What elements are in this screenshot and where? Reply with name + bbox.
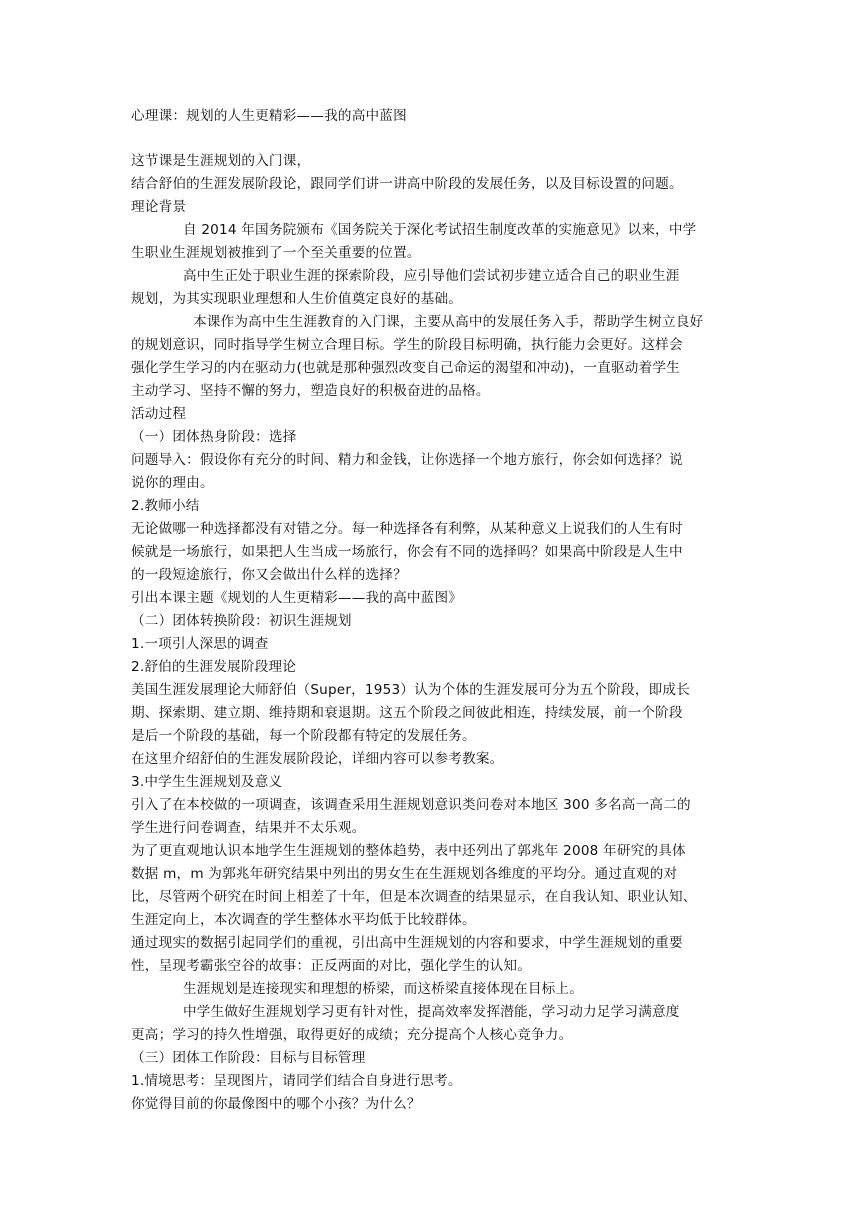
- text-line: 中学生做好生涯规划学习更有针对性，提高效率发挥潜能，学习动力足学习满意度: [183, 1004, 680, 1020]
- text-line: 数据 m，m 为郭兆年研究结果中列出的男女生在生涯规划各维度的平均分。通过直观的对: [131, 866, 678, 882]
- text-line: 为了更直观地认识本地学生生涯规划的整体趋势，表中还列出了郭兆年 2008 年研究的具体: [131, 843, 686, 859]
- text-line: 生职业生涯规划被推到了一个至关重要的位置。: [131, 245, 421, 261]
- text-line: （二）团体转换阶段：初识生涯规划: [131, 613, 352, 629]
- text-line: 性，呈现考霸张空谷的故事：正反两面的对比，强化学生的认知。: [131, 958, 532, 974]
- text-line: 是后一个阶段的基础，每一个阶段都有特定的发展任务。: [131, 728, 476, 744]
- text-line: 2.教师小结: [131, 498, 200, 514]
- text-line: 结合舒伯的生涯发展阶段论，跟同学们讲一讲高中阶段的发展任务，以及目标设置的问题。: [131, 176, 683, 192]
- text-line: 你觉得目前的你最像图中的哪个小孩？为什么？: [131, 1096, 421, 1112]
- text-line: 学生进行问卷调查，结果并不太乐观。: [131, 820, 366, 836]
- text-line: 主动学习、坚持不懈的努力，塑造良好的积极奋进的品格。: [131, 383, 490, 399]
- text-line: 问题导入：假设你有充分的时间、精力和金钱，让你选择一个地方旅行，你会如何选择？说: [131, 452, 683, 468]
- text-line: 生涯定向上，本次调查的学生整体水平均低于比较群体。: [131, 912, 476, 928]
- text-line: 的规划意识，同时指导学生树立合理目标。学生的阶段目标明确，执行能力会更好。这样会: [131, 337, 683, 353]
- text-line: （三）团体工作阶段：目标与目标管理: [131, 1050, 366, 1066]
- text-line: 更高；学习的持久性增强，取得更好的成绩；充分提高个人核心竞争力。: [131, 1027, 573, 1043]
- text-line: 3.中学生生涯规划及意义: [131, 774, 283, 790]
- text-line: 自 2014 年国务院颁布《国务院关于深化考试招生制度改革的实施意见》以来，中学: [183, 222, 697, 238]
- text-line: 的一段短途旅行，你又会做出什么样的选择？: [131, 567, 407, 583]
- section-heading: 理论背景: [131, 199, 187, 215]
- text-line: 1.一项引人深思的调查: [131, 636, 269, 652]
- text-line: 本课作为高中生生涯教育的入门课，主要从高中的发展任务入手，帮助学生树立良好: [193, 314, 704, 330]
- text-line: 在这里介绍舒伯的生涯发展阶段论，详细内容可以参考教案。: [131, 751, 504, 767]
- text-line: 美国生涯发展理论大师舒伯（Super，1953）认为个体的生涯发展可分为五个阶段，即成长: [131, 682, 690, 698]
- text-line: 比，尽管两个研究在时间上相差了十年，但是本次调查的结果显示，在自我认知、职业认知、: [131, 889, 697, 905]
- text-line: 引出本课主题《规划的人生更精彩——我的高中蓝图》: [131, 590, 463, 606]
- document-title: 心理课：规划的人生更精彩——我的高中蓝图: [131, 108, 407, 124]
- text-line: 这节课是生涯规划的入门课，: [131, 153, 311, 169]
- text-line: 说你的理由。: [131, 475, 214, 491]
- text-line: （一）团体热身阶段：选择: [131, 429, 297, 445]
- section-heading: 活动过程: [131, 406, 187, 422]
- text-line: 2.舒伯的生涯发展阶段理论: [131, 659, 297, 675]
- text-line: 无论做哪一种选择都没有对错之分。每一种选择各有利弊，从某种意义上说我们的人生有时: [131, 521, 683, 537]
- text-line: 生涯规划是连接现实和理想的桥梁，而这桥梁直接体现在目标上。: [183, 981, 584, 997]
- text-line: 引入了在本校做的一项调查，该调查采用生涯规划意识类问卷对本地区 300 多名高一高二的: [131, 797, 691, 813]
- text-line: 期、探索期、建立期、维持期和衰退期。这五个阶段之间彼此相连，持续发展，前一个阶段: [131, 705, 683, 721]
- text-line: 候就是一场旅行，如果把人生当成一场旅行，你会有不同的选择吗？如果高中阶段是人生中: [131, 544, 683, 560]
- text-line: 高中生正处于职业生涯的探索阶段，应引导他们尝试初步建立适合自己的职业生涯: [183, 268, 680, 284]
- text-line: 规划，为其实现职业理想和人生价值奠定良好的基础。: [131, 291, 463, 307]
- text-line: 强化学生学习的内在驱动力(也就是那种强烈改变自己命运的渴望和冲动)，一直驱动着学生: [131, 360, 680, 376]
- text-line: 1.情境思考：呈现图片，请同学们结合自身进行思考。: [131, 1073, 462, 1089]
- text-line: 通过现实的数据引起同学们的重视，引出高中生涯规划的内容和要求，中学生涯规划的重要: [131, 935, 683, 951]
